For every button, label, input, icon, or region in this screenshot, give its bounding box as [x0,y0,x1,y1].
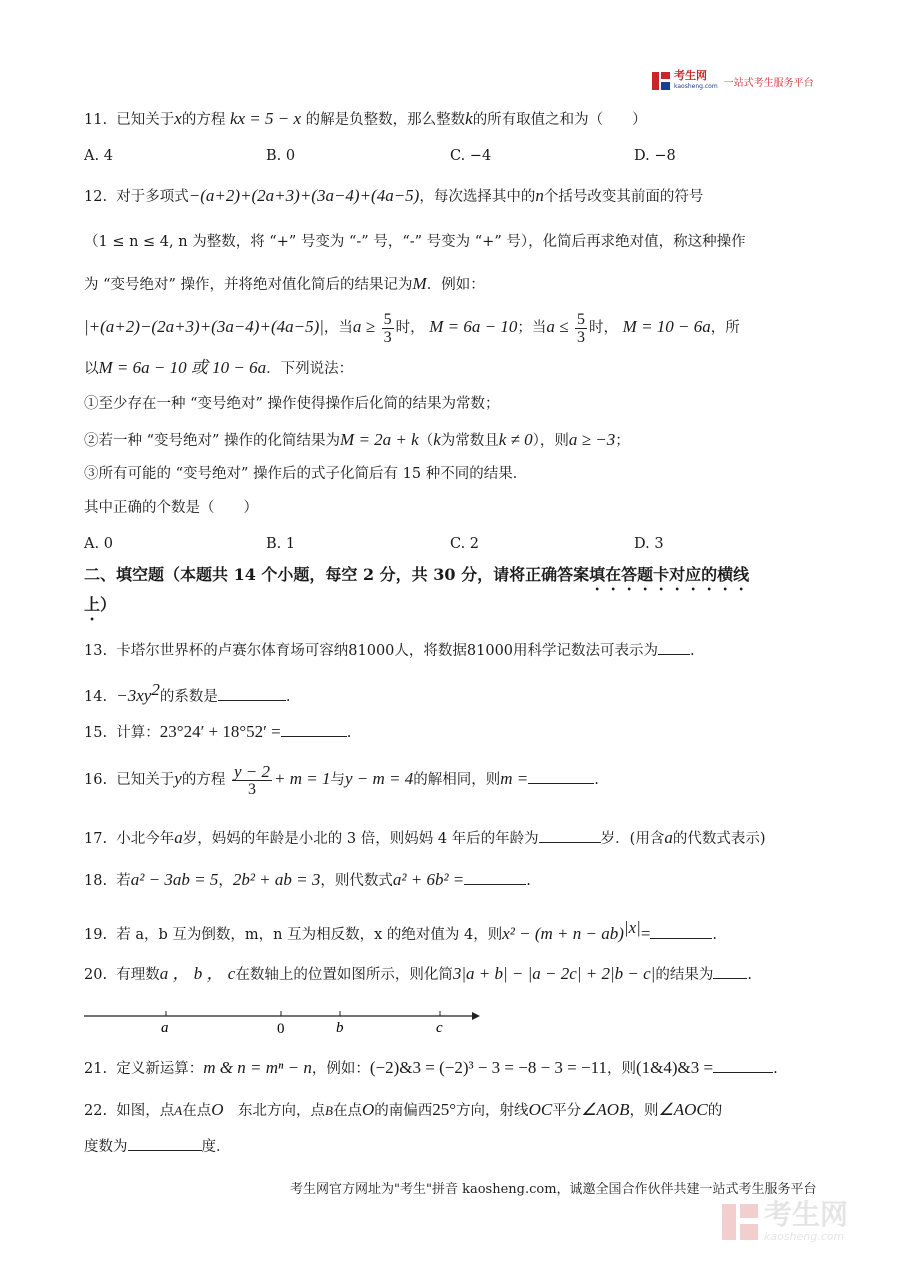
question-12-example: |+(a+2)−(2a+3)+(3a−4)+(4a−5)|，当a ≥ $\frac{5}{3}$ 时， M = 6a − 10；当a ≤ $\frac{5}{3}$ 时， M = 10 − 6a，所 [84,310,740,346]
question-15: 15. 计算：23°24′ + 18°52′ = . [84,722,352,741]
answer-blank[interactable] [281,722,347,737]
q12-option-b: B. 1 [266,536,296,552]
question-20: 20. 有理数a ， b ， c在数轴上的位置如图所示，则化简3|a + b| − |a − 2c| + 2|b − c|的结果为 . [84,964,752,983]
fraction-5-3-b: $\frac{5}{3}$ [577,310,586,346]
answer-blank[interactable] [713,1058,773,1073]
section-2-title: 二、填空题（本题共 14 个小题，每空 2 分，共 30 分，请将正确答案填在答题卡对应的横线 上） [84,565,750,614]
logo-name: 考生网 [674,69,707,82]
question-18: 18. 若a² − 3ab = 5，2b² + ab = 3，则代数式a² + 6b² = . [84,870,531,889]
fraction-5-3: $\frac{5}{3}$ [383,310,392,346]
answer-blank[interactable] [650,924,712,939]
question-16: 16. 已知关于y的方程 $\frac{y - 2}{3}$ + m = 1与y − m = 4的解相同，则m = . [84,761,599,798]
number-line [80,1008,480,1038]
number-line-arrow [472,1012,480,1020]
answer-blank[interactable] [218,686,286,701]
question-22-line2: 度数为 度． [84,1136,231,1157]
question-12-line1: 12. 对于多项式−(a+2)+(2a+3)+(3a−4)+(4a−5)，每次选择其中的n个括号改变其前面的符号 [84,186,704,205]
question-12-statement-1: ①至少存在一种 “变号绝对” 操作使得操作后化简的结果为常数； [84,396,500,412]
footer-text: 考生网官方网址为"考生"拼音 kaosheng.com，诚邀全国合作伙伴共建一站式考生服务平台 [290,1182,817,1197]
label-c: c [436,1020,443,1036]
header-slogan: 一站式考生服务平台 [723,77,814,89]
label-a: a [161,1020,169,1036]
q12-option-c: C. 2 [450,536,480,552]
question-12-line2: （1 ≤ n ≤ 4, n 为整数，将 “+” 号变为 “-” 号，“-” 号变为 “+” 号），化简后再求绝对值，称这种操作 [84,234,746,250]
question-17: 17. 小北今年a岁，妈妈的年龄是小北的 3 倍，则妈妈 4 年后的年龄为 岁．(用含a的代数式表示) [84,828,766,847]
watermark-name: 考生网 [764,1198,849,1231]
question-12-line5: 以M = 6a − 10 或 10 − 6a．下列说法： [84,358,354,377]
answer-blank[interactable] [528,769,594,784]
answer-blank[interactable] [713,964,747,979]
answer-blank[interactable] [128,1136,202,1151]
q11-option-a: A. 4 [84,148,113,164]
watermark [722,1200,848,1243]
label-b: b [336,1020,344,1036]
question-12-ask: 其中正确的个数是（ ） [84,500,258,516]
q11-option-b: B. 0 [266,148,296,164]
label-0: 0 [277,1021,285,1037]
q11-option-d: D. −8 [634,148,676,164]
question-19: 19. 若 a，b 互为倒数，m，n 互为相反数，x 的绝对值为 4，则x² − (m + n − ab)$^{|x|}$= . [84,918,718,943]
question-12-statement-3: ③所有可能的 “变号绝对” 操作后的式子化简后有 15 种不同的结果． [84,466,528,482]
question-22-line1: 22. 如图，点A在点O 东北方向，点B在点O的南偏西25°方向，射线OC平分∠AOB，则∠AOC的 [84,1100,723,1119]
q11-option-c: C. −4 [450,148,492,164]
answer-blank[interactable] [658,640,690,655]
fraction-y-minus-2-over-3: $\frac{y - 2}{3}$ [233,761,270,798]
header-logo [652,70,814,92]
question-21: 21. 定义新运算：m & n = mⁿ − n，例如：(−2)&3 = (−2)³ − 3 = −8 − 3 = −11，则(1&4)&3 = . [84,1058,778,1077]
q12-option-d: D. 3 [634,536,664,552]
q12-option-a: A. 0 [84,536,113,552]
watermark-domain: kaosheng.com [764,1230,845,1243]
answer-blank[interactable] [464,870,526,885]
question-12-line3: 为 “变号绝对” 操作，并将绝对值化简后的结果记为M．例如： [84,274,485,293]
question-11: 11. 已知关于x的方程 kx = 5 − x 的解是负整数，那么整数k的所有取值之和为（ ） [84,109,647,128]
question-12-statement-2: ②若一种 “变号绝对” 操作的化简结果为M = 2a + k（k为常数且k ≠ 0），则a ≥ −3； [84,430,630,449]
logo-domain: kaosheng.com [674,83,718,90]
question-13: 13. 卡塔尔世界杯的卢赛尔体育场可容纳81000人，将数据81000用科学记数法可表示为 . [84,640,695,661]
answer-blank[interactable] [539,828,601,843]
watermark-logo-icon [722,1204,758,1240]
question-14: 14. $-3xy^2$的系数是 . [84,680,291,705]
logo-icon [652,72,670,90]
